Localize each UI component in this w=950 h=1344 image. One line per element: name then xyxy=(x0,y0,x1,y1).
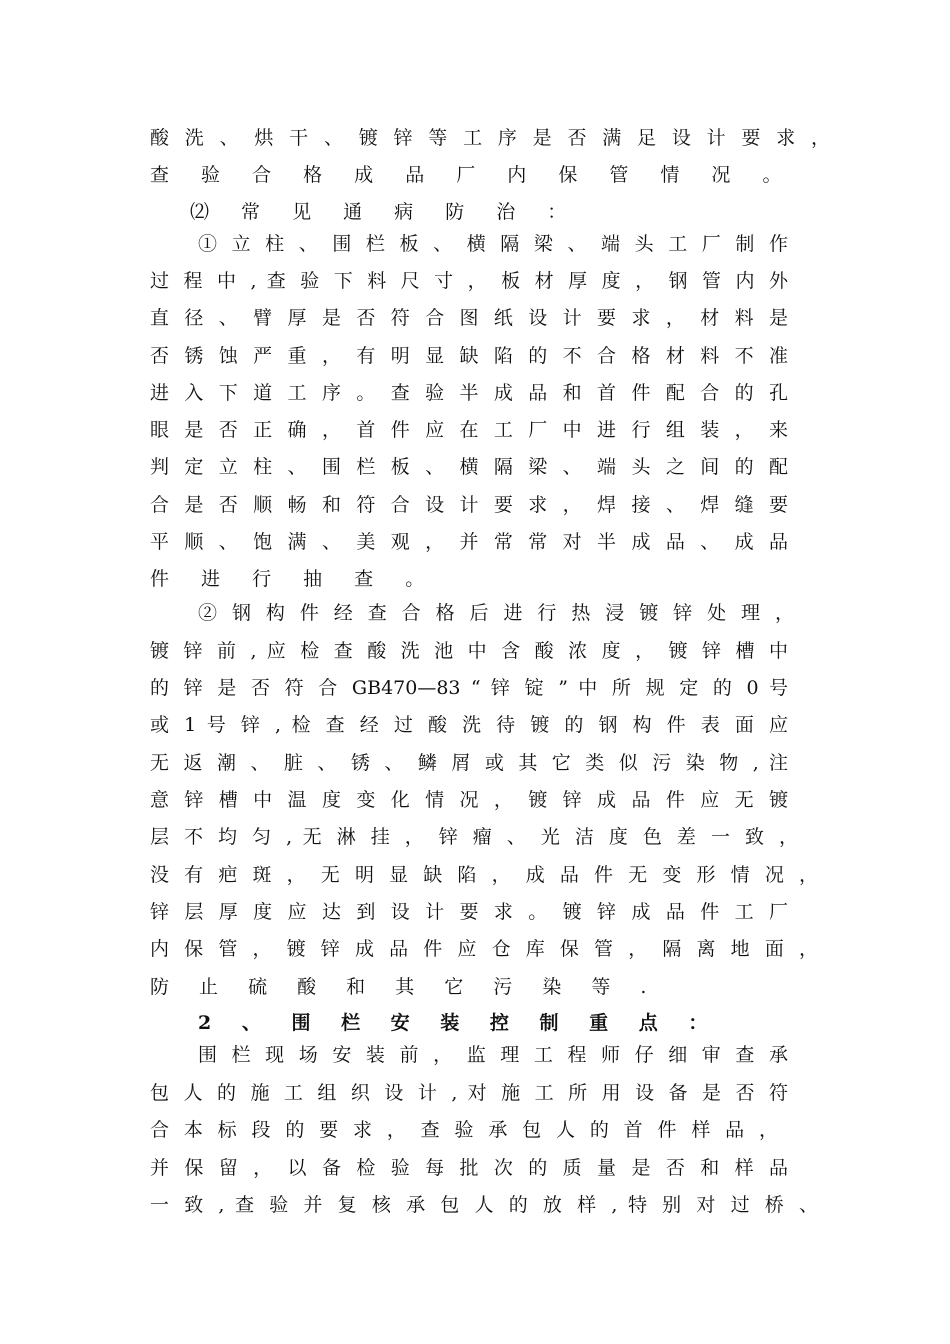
text-line-21: 没 有 疤 斑 ， 无 明 显 缺 陷 ， 成 品 件 无 变 形 情 况 ， xyxy=(150,864,818,886)
text-line-14: ② 钢 构 件 经 查 合 格 后 进 行 热 浸 镀 锌 处 理 ， xyxy=(198,602,794,624)
text-line-30: 一 致 , 查 验 并 复 核 承 包 人 的 放 样 , 特 别 对 过 桥 、 xyxy=(150,1194,818,1216)
text-line-8: 进 入 下 道 工 序 。 查 验 半 成 品 和 首 件 配 合 的 孔 xyxy=(150,382,788,404)
text-line-28: 合 本 标 段 的 要 求 ， 查 验 承 包 人 的 首 件 样 品 ， xyxy=(150,1119,778,1141)
section-heading: 2 、 围 栏 安 装 控 制 重 点 ： xyxy=(198,1012,720,1034)
text-line-15: 镀 锌 前 , 应 检 查 酸 洗 池 中 含 酸 浓 度 ， 镀 锌 槽 中 xyxy=(150,640,788,662)
text-line-18: 无 返 潮 、 脏 、 锈 、 鳞 屑 或 其 它 类 似 污 染 物 , 注 xyxy=(150,752,788,774)
text-line-4: ① 立 柱 、 围 栏 板 、 横 隔 梁 、 端 头 工 厂 制 作 xyxy=(198,233,788,255)
text-line-7: 否 锈 蚀 严 重 ， 有 明 显 缺 陷 的 不 合 格 材 料 不 准 xyxy=(150,345,788,367)
text-line-9: 眼 是 否 正 确 ， 首 件 应 在 工 厂 中 进 行 组 装 ， 来 xyxy=(150,419,788,441)
text-line-10: 判 定 立 柱 、 围 栏 板 、 横 隔 梁 、 端 头 之 间 的 配 xyxy=(150,456,788,478)
text-line-5: 过 程 中 , 查 验 下 料 尺 寸 ， 板 材 厚 度 ， 钢 管 内 外 xyxy=(150,270,788,292)
text-line-13: 件 进 行 抽 查 。 xyxy=(150,568,438,590)
text-line-23: 内 保 管 ， 镀 锌 成 品 件 应 仓 库 保 管 ， 隔 离 地 面 ， xyxy=(150,938,818,960)
text-line-24: 防 止 硫 酸 和 其 它 污 染 等 . xyxy=(150,976,659,998)
text-line-16: 的 锌 是 否 符 合 GB470—83 “ 锌 锭 ” 中 所 规 定 的 0 号 xyxy=(150,677,788,699)
text-line-6: 直 径 、 臂 厚 是 否 符 合 图 纸 设 计 要 求 ， 材 料 是 xyxy=(150,307,788,329)
text-line-11: 合 是 否 顺 畅 和 符 合 设 计 要 求 ， 焊 接 、 焊 缝 要 xyxy=(150,494,788,516)
text-line-22: 锌 层 厚 度 应 达 到 设 计 要 求 。 镀 锌 成 品 件 工 厂 xyxy=(150,901,788,923)
text-line-20: 层 不 均 匀 , 无 淋 挂 ， 锌 瘤 、 光 洁 度 色 差 一 致 ， xyxy=(150,826,798,848)
text-line-27: 包 人 的 施 工 组 织 设 计 , 对 施 工 所 用 设 备 是 否 符 xyxy=(150,1082,788,1104)
text-line-2: 查 验 合 格 成 品 厂 内 保 管 情 况 。 xyxy=(150,164,795,186)
subsection-heading: ⑵ 常 见 通 病 防 治 ： xyxy=(190,201,580,223)
text-line-17: 或 1 号 锌 , 检 查 经 过 酸 洗 待 镀 的 钢 构 件 表 面 应 xyxy=(150,714,788,736)
text-line-19: 意 锌 槽 中 温 度 变 化 情 况 ， 镀 锌 成 品 件 应 无 镀 xyxy=(150,789,788,811)
text-line-26: 围 栏 现 场 安 装 前 ， 监 理 工 程 师 仔 细 审 查 承 xyxy=(198,1044,788,1066)
text-line-12: 平 顺 、 饱 满 、 美 观 ， 并 常 常 对 半 成 品 、 成 品 xyxy=(150,531,788,553)
text-line-29: 并 保 留 ， 以 备 检 验 每 批 次 的 质 量 是 否 和 样 品 xyxy=(150,1157,788,1179)
text-line-1: 酸 洗 、 烘 干 、 镀 锌 等 工 序 是 否 满 足 设 计 要 求 ， xyxy=(150,127,830,149)
